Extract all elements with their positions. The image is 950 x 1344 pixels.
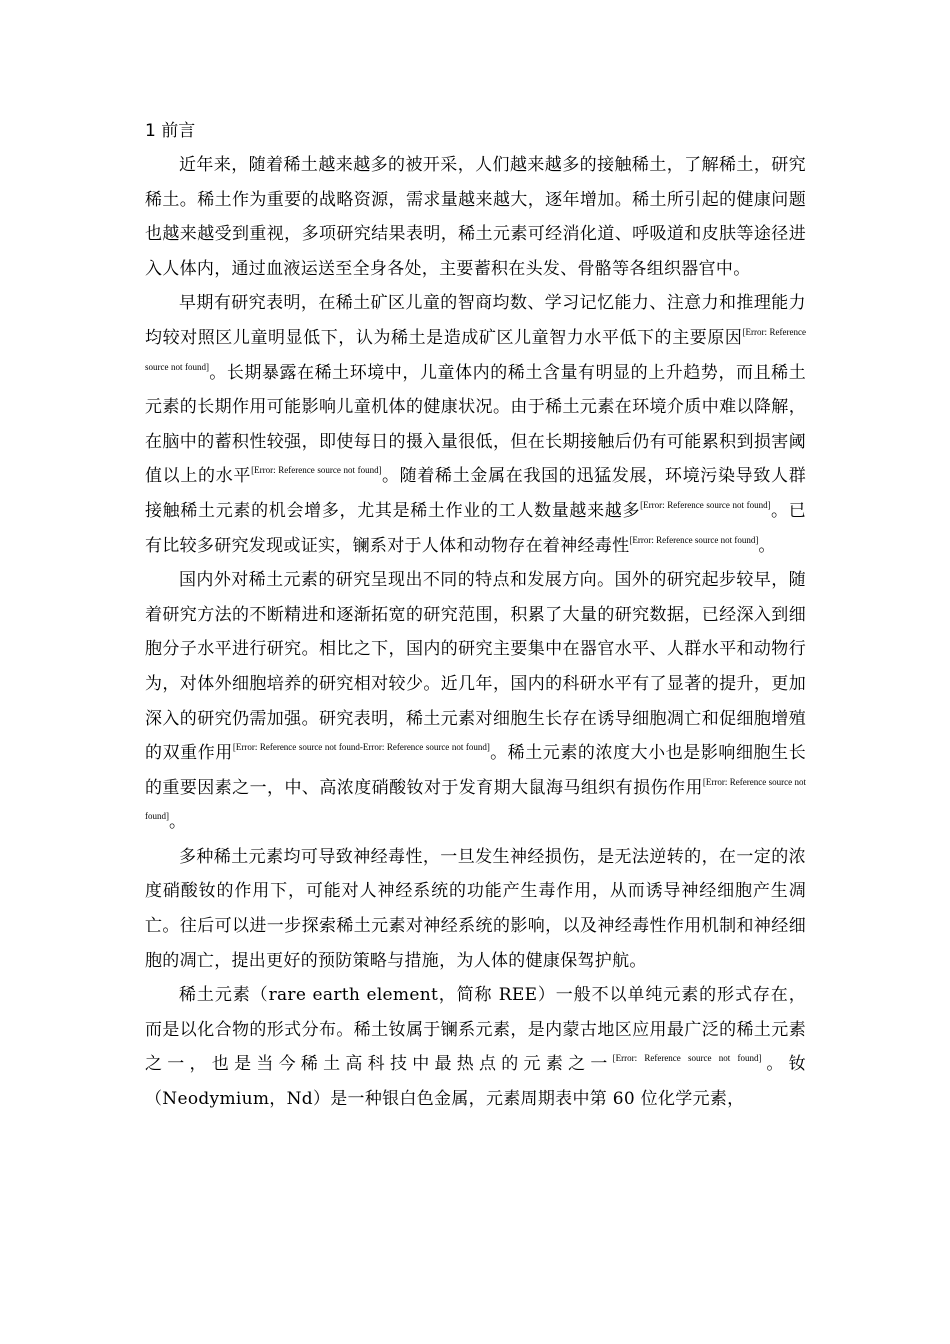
citation-reference[interactable]: [Error: Reference source not found] [145, 326, 806, 372]
body-paragraph [145, 148, 806, 286]
citation-reference[interactable]: [Error: Reference source not found-Error: Reference source not found] [232, 742, 490, 753]
body-paragraph [145, 286, 806, 563]
paragraph-text: 国内外对稀土元素的研究呈现出不同的特点和发展方向。国外的研究起步较早，随着研究方法的不断精进和逐渐拓宽的研究范围，积累了大量的研究数据，已经深入到细胞分子水平进行研究。相比之下，国内的研究主要集中在器官水平、人群水平和动物行为，对体外细胞培养的研究相对较少。近几年，国内的科研水平有了显著的提升，更加深入的研究仍需加强。研究表明，稀土元素对细胞生长存在诱导细胞凋亡和促细胞增殖的双重作用 [145, 570, 806, 764]
citation-reference[interactable]: [Error: Reference source not found] [629, 534, 759, 545]
body-paragraph [145, 563, 806, 840]
paragraph-text: 。钕（Neodymium，Nd）是一种银白色金属，元素周期表中第 60 位化学元素， [145, 1054, 806, 1110]
section-heading [145, 118, 806, 144]
body-paragraph [145, 978, 806, 1116]
paragraph-text: 。稀土元素的浓度大小也是影响细胞生长的重要因素之一，中、高浓度硝酸钕对于发育期大鼠海马组织有损伤作用 [145, 743, 806, 798]
paragraph-text: 。随着稀土金属在我国的迅猛发展，环境污染导致人群接触稀土元素的机会增多，尤其是稀土作业的工人数量越来越多 [145, 466, 806, 521]
paragraph-text: 。 [758, 535, 776, 556]
paragraph-text: 早期有研究表明，在稀土矿区儿童的智商均数、学习记忆能力、注意力和推理能力均较对照区儿童明显低下，认为稀土是造成矿区儿童智力水平低下的主要原因 [145, 293, 806, 348]
citation-reference[interactable]: [Error: Reference source not found] [145, 776, 806, 822]
body-paragraph [145, 840, 806, 978]
body-text [145, 148, 806, 1117]
paragraph-text: 近年来，随着稀土越来越多的被开采，人们越来越多的接触稀土，了解稀土，研究稀土。稀土作为重要的战略资源，需求量越来越大，逐年增加。稀土所引起的健康问题也越来越受到重视，多项研究结果表明，稀土元素可经消化道、呼吸道和皮肤等途径进入人体内，通过血液运送至全身各处，主要蓄积在头发、骨骼等各组织器官中。 [145, 155, 806, 279]
section-title: 前言 [161, 121, 196, 141]
citation-reference[interactable]: [Error: Reference source not found] [612, 1053, 762, 1064]
paragraph-text: 多种稀土元素均可导致神经毒性，一旦发生神经损伤，是无法逆转的，在一定的浓度硝酸钕的作用下，可能对人神经系统的功能产生毒作用，从而诱导神经细胞产生凋亡。往后可以进一步探索稀土元素对神经系统的影响，以及神经毒性作用机制和神经细胞的凋亡，提出更好的预防策略与措施，为人体的健康保驾护航。 [145, 846, 806, 971]
citation-reference[interactable]: [Error: Reference source not found] [640, 499, 771, 510]
paragraph-text: 。长期暴露在稀土环境中，儿童体内的稀土含量有明显的上升趋势，而且稀土元素的长期作用可能影响儿童机体的健康状况。由于稀土元素在环境介质中难以降解，在脑中的蓄积性较强，即使每日的摄入量很低，但在长期接触后仍有可能累积到损害阈值以上的水平 [145, 362, 807, 487]
paragraph-text: 。已有比较多研究发现或证实，镧系对于人体和动物存在着神经毒性 [145, 500, 806, 556]
paragraph-text: 稀土元素（rare earth element，简称 REE）一般不以单纯元素的形式存在，而是以化合物的形式分布。稀土钕属于镧系元素，是内蒙古地区应用最广泛的稀土元素之一，也是当今稀土高科技中最热点的元素之一 [145, 985, 806, 1075]
section-number: 1 [145, 121, 156, 141]
paragraph-text: 。 [169, 812, 187, 833]
citation-reference[interactable]: [Error: Reference source not found] [251, 465, 382, 476]
